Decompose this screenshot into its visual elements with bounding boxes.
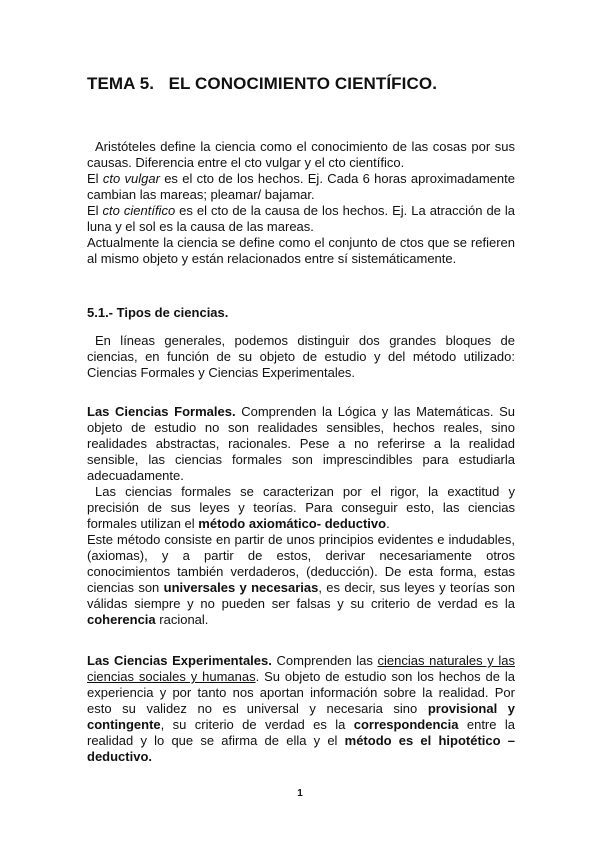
experimentales-paragraph — [87, 653, 515, 765]
text-run: . — [386, 516, 390, 531]
text-run: El — [87, 203, 103, 218]
text-run: Este método consiste en partir de unos principios evidentes e indudables, (axiomas), y a partir de estos, derivar necesariamente otros conocimientos también verdaderos, (deducción). De esta forma, estas ciencias son — [87, 532, 515, 595]
text-run: Comprenden la Lógica y las Matemáticas. Su objeto de estudio no son realidades sensibles, hechos reales, sino realidades abstractas, racionales. Pese a no referirse a la realidad sensible, las ciencias formales son imprescindibles para estudiarla adecuadamente. — [87, 404, 515, 483]
intro-paragraph-4: Actualmente la ciencia se define como el conjunto de ctos que se refieren al mismo objeto y están relacionados entre sí sistemáticamente. — [87, 235, 515, 266]
formales-block — [87, 404, 515, 628]
term-cto-cientifico: cto científico — [102, 203, 176, 218]
formales-paragraph-3 — [87, 532, 515, 628]
coherencia: coherencia — [87, 612, 156, 627]
experimentales-lead: Las Ciencias Experimentales. — [87, 653, 272, 668]
formales-paragraph-1 — [87, 404, 515, 484]
correspondencia: correspondencia — [353, 717, 459, 732]
intro-paragraph-3 — [87, 203, 515, 235]
section-intro — [87, 333, 515, 381]
universales-necesarias: universales y necesarias — [163, 580, 319, 595]
provisional-contingente: provisional y contingente — [87, 701, 515, 732]
metodo-hipotetico: método es el hipotético –deductivo. — [87, 733, 515, 764]
formales-paragraph-2 — [87, 484, 515, 532]
underlined-ciencias: ciencias naturales y las ciencias sociales y humanas — [87, 653, 515, 684]
formales-lead: Las Ciencias Formales. — [87, 404, 236, 419]
text-run: es el cto de la causa de los hechos. Ej. La atracción de la luna y el sol es la causa de las mareas. — [87, 203, 516, 234]
section-paragraph: En líneas generales, podemos distinguir dos grandes bloques de ciencias, en función de su objeto de estudio y del método utilizado: Ciencias Formales y Ciencias Experimentales. — [87, 333, 515, 380]
text-run: entre la realidad y lo que se afirma de ella y el — [87, 717, 515, 748]
text-run: , es decir, sus leyes y teorías son válidas siempre y no pueden ser falsas y su criterio de verdad es la — [87, 580, 515, 611]
page-number: 1 — [297, 788, 303, 799]
intro-block — [87, 139, 515, 267]
text-run: . Su objeto de estudio son los hechos de la experiencia y por tanto nos aportan información sobre la realidad. Por esto su validez no es universal y necesaria sino — [87, 669, 515, 716]
intro-paragraph-2 — [87, 171, 515, 203]
section-heading: 5.1.- Tipos de ciencias. — [87, 305, 229, 320]
text-run: , su criterio de verdad es la — [160, 717, 354, 732]
experimentales-block — [87, 653, 515, 765]
metodo-axiomatico: método axiomático- deductivo — [198, 516, 387, 531]
page-title: TEMA 5. EL CONOCIMIENTO CIENTÍFICO. — [87, 74, 438, 93]
intro-paragraph-1: Aristóteles define la ciencia como el conocimiento de las cosas por sus causas. Diferencia entre el cto vulgar y el cto científico. — [87, 139, 515, 170]
text-run: racional. — [155, 612, 209, 627]
text-run: es el cto de los hechos. Ej. Cada 6 horas aproximadamente cambian las mareas; pleamar/ bajamar. — [87, 171, 515, 202]
term-cto-vulgar: cto vulgar — [102, 171, 160, 186]
text-run: Las ciencias formales se caracterizan por el rigor, la exactitud y precisión de sus leyes y teorías. Para conseguir esto, las ciencias formales utilizan el — [87, 484, 515, 531]
text-run: Comprenden las — [271, 653, 378, 668]
text-run: El — [87, 171, 103, 186]
